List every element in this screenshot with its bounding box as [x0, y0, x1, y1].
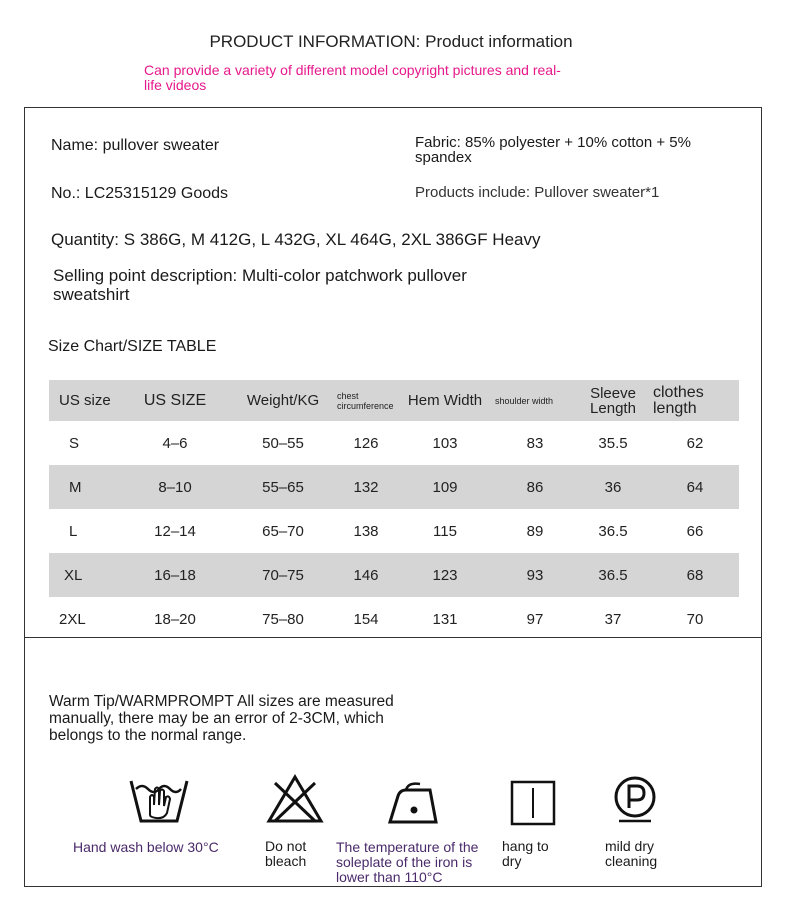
table-cell: 4–6 [162, 434, 188, 452]
care-label: The temperature of the soleplate of the iron is lower than 110°C [336, 839, 479, 885]
size-chart-title: Size Chart/SIZE TABLE [48, 338, 217, 355]
table-cell: 131 [432, 610, 458, 628]
table-cell: 64 [651, 465, 739, 509]
table-cell: 36 [575, 465, 651, 509]
table-cell: 75–80 [262, 610, 304, 628]
care-label: Do not bleach [265, 838, 307, 869]
table-cell: 16–18 [121, 553, 229, 597]
table-cell: 62 [686, 434, 704, 452]
size-table [49, 380, 739, 641]
table-cell: 12–14 [154, 522, 196, 540]
product-quantity: Quantity: S 386G, M 412G, L 432G, XL 464G, 2XL 386GF Heavy [51, 230, 541, 249]
table-cell: 126 [353, 434, 379, 452]
table-row [49, 509, 739, 553]
page-title: PRODUCT INFORMATION: Product information [209, 32, 573, 51]
product-includes: Products include: Pullover sweater*1 [415, 184, 660, 201]
table-cell: 2XL [59, 610, 86, 628]
care-label: Hand wash below 30°C [73, 839, 219, 855]
table-cell: 18–20 [154, 610, 196, 628]
hang-dry-icon [510, 780, 556, 826]
table-cell: 37 [604, 610, 622, 628]
table-cell: 154 [353, 610, 379, 628]
table-cell: 123 [395, 553, 495, 597]
selling-point: Selling point description: Multi-color patchwork pullover sweatshirt [53, 266, 467, 304]
table-cell: 115 [433, 522, 457, 540]
table-row [49, 421, 739, 465]
header-cell: Hem Width [395, 380, 495, 421]
table-row [49, 465, 739, 509]
table-cell: 109 [395, 465, 495, 509]
no-bleach-icon [265, 773, 325, 825]
table-cell: 70 [686, 610, 704, 628]
product-name: Name: pullover sweater [51, 137, 220, 154]
table-cell: XL [49, 553, 121, 597]
header-cell: Weight/KG [229, 380, 337, 421]
product-number: No.: LC25315129 Goods [51, 185, 229, 202]
table-cell: 65–70 [262, 522, 304, 540]
header-cell: US SIZE [121, 380, 229, 421]
table-cell: 68 [651, 553, 739, 597]
table-cell: L [69, 522, 78, 540]
table-cell: 89 [526, 522, 544, 540]
table-cell: 36.5 [575, 553, 651, 597]
table-cell: 36.5 [598, 522, 628, 540]
copyright-note: Can provide a variety of different model copyright pictures and real-life videos [144, 62, 561, 93]
care-label: mild dry cleaning [605, 838, 658, 869]
product-fabric: Fabric: 85% polyester + 10% cotton + 5% spandex [415, 134, 691, 166]
header-cell: chest circumference [337, 380, 395, 421]
table-cell: M [49, 465, 121, 509]
table-row [49, 597, 739, 641]
table-cell: 8–10 [121, 465, 229, 509]
hand-wash-icon [128, 775, 190, 827]
warm-tip: Warm Tip/WARMPROMPT All sizes are measured manually, there may be an error of 2-3CM, which belongs to the normal range. [49, 693, 394, 744]
table-row [49, 553, 739, 597]
table-cell: 103 [432, 434, 458, 452]
table-cell: 70–75 [229, 553, 337, 597]
table-cell: 66 [686, 522, 704, 540]
table-cell: 97 [526, 610, 544, 628]
table-cell: 132 [337, 465, 395, 509]
header-cell: clothes length [651, 380, 739, 421]
table-header-row [49, 380, 739, 421]
header-cell: Sleeve Length [575, 380, 651, 421]
table-cell: 35.5 [598, 434, 628, 452]
table-cell: 86 [495, 465, 575, 509]
table-cell: 93 [495, 553, 575, 597]
table-cell: S [69, 434, 80, 452]
header-cell: US size [49, 380, 121, 421]
header-cell: shoulder width [495, 380, 575, 421]
table-cell: 83 [526, 434, 544, 452]
table-cell: 55–65 [229, 465, 337, 509]
care-label: hang to dry [502, 838, 549, 869]
dry-clean-icon [611, 775, 659, 823]
table-cell: 138 [353, 522, 379, 540]
table-cell: 50–55 [262, 434, 304, 452]
iron-low-icon [386, 780, 442, 826]
table-cell: 146 [337, 553, 395, 597]
